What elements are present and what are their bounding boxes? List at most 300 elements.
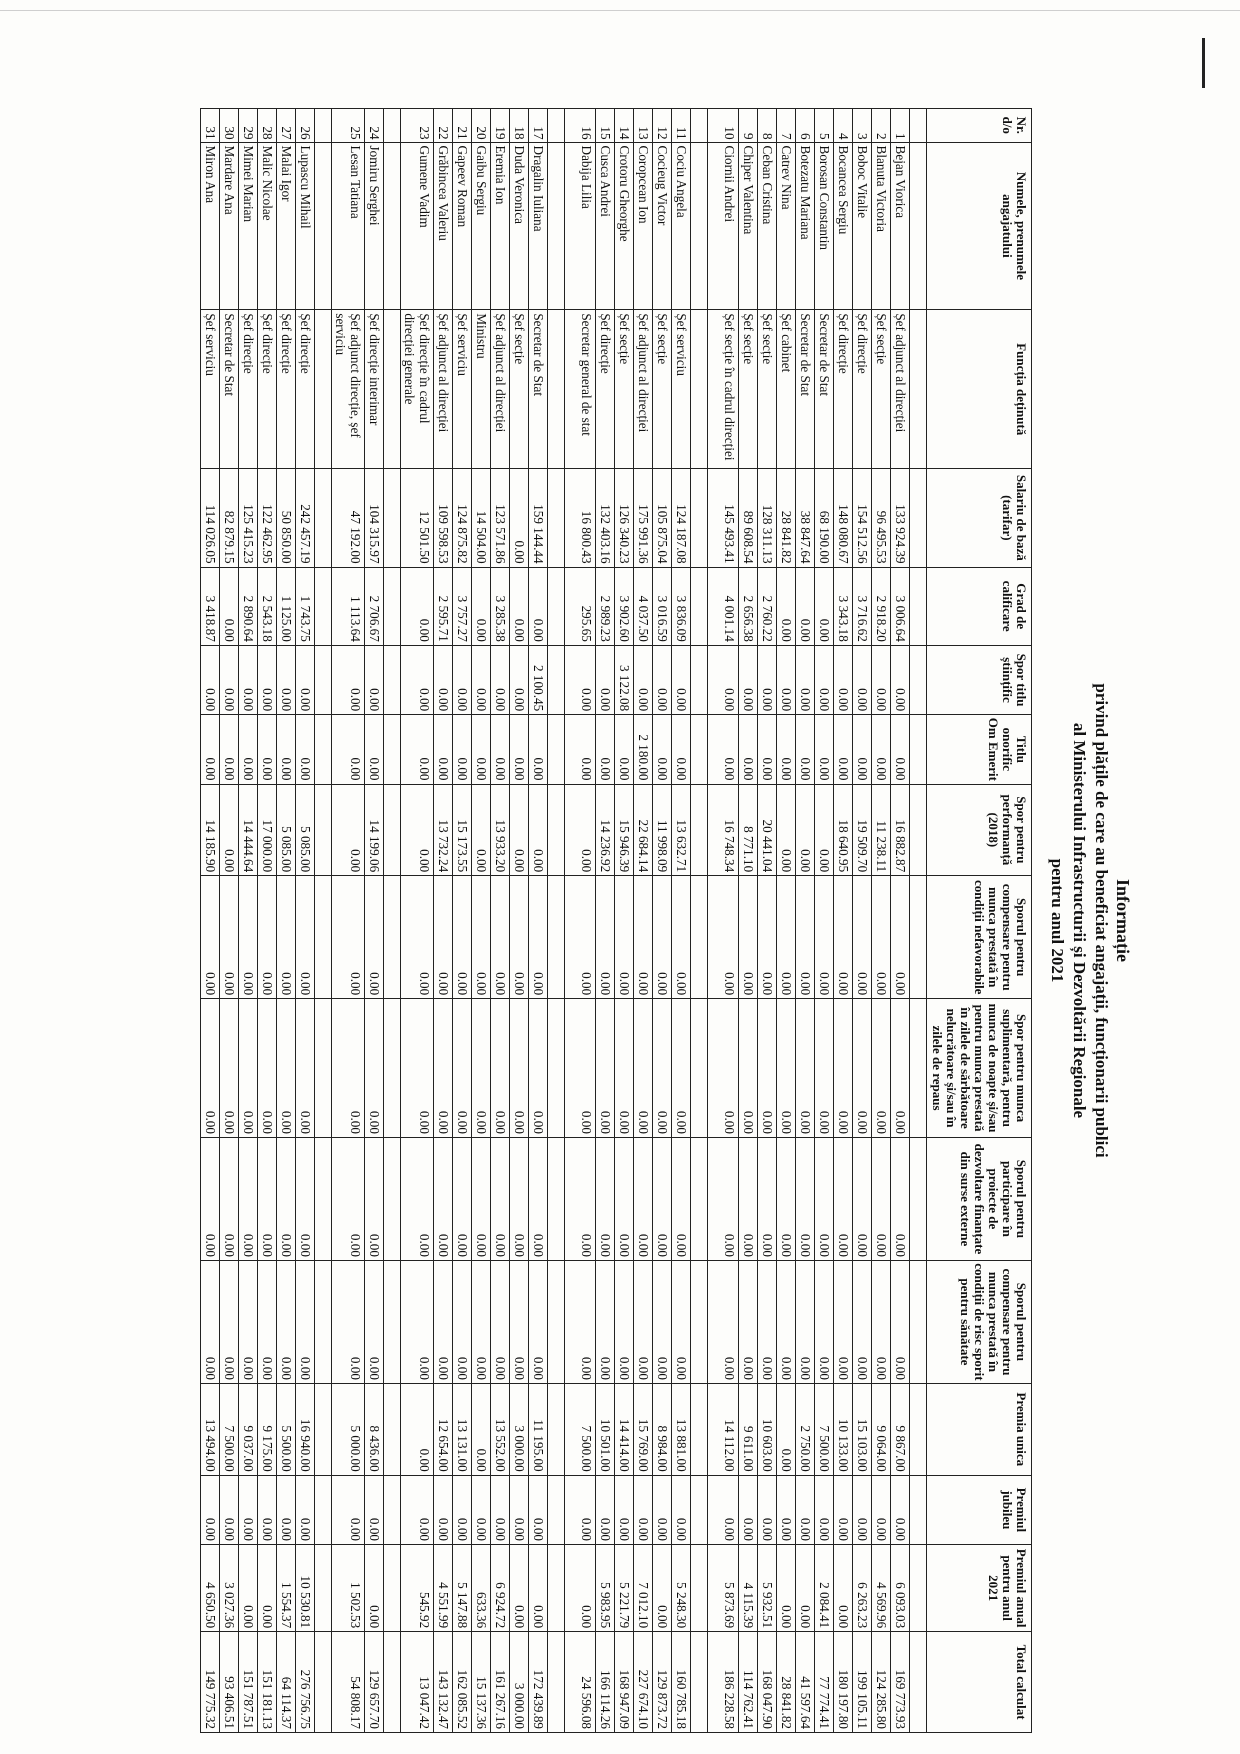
blank-cell [315, 469, 332, 567]
row-number: 1 [891, 109, 910, 143]
annual-bonus: 0.00 [653, 1545, 672, 1632]
column-header: Spor pentru munca suplimentară, pentru munca de noapte și/sau pentru munca prestată în zilele de sărbătoare nelucrătoare și/sau în zilele de repaus [927, 999, 1032, 1138]
unfavorable-conditions-bonus: 0.00 [365, 876, 384, 999]
overtime-bonus: 0.00 [434, 999, 453, 1138]
unfavorable-conditions-bonus: 0.00 [758, 876, 777, 999]
position: Șef direcție [596, 310, 615, 469]
annual-bonus: 0.00 [565, 1545, 596, 1632]
blank-cell [548, 784, 565, 876]
scientific-title-bonus: 0.00 [220, 645, 239, 714]
base-salary: 16 800.43 [565, 469, 596, 567]
performance-bonus: 19 509.70 [853, 784, 872, 876]
overtime-bonus: 0.00 [615, 999, 634, 1138]
position: Ministru [472, 310, 491, 469]
row-number: 23 [401, 109, 434, 143]
total-calculated: 151 181.13 [258, 1632, 277, 1733]
performance-bonus: 0.00 [472, 784, 491, 876]
unfavorable-conditions-bonus: 0.00 [708, 876, 739, 999]
scientific-title-bonus: 0.00 [891, 645, 910, 714]
table-body [201, 109, 910, 1733]
external-projects-bonus: 0.00 [332, 1137, 365, 1260]
honorary-title: 0.00 [872, 715, 891, 784]
row-number: 3 [853, 109, 872, 143]
one-time-bonus: 13 552.00 [491, 1383, 510, 1475]
jubilee-bonus: 0.00 [853, 1475, 872, 1544]
scientific-title-bonus: 3 122.08 [615, 645, 634, 714]
row-number: 22 [434, 109, 453, 143]
honorary-title: 0.00 [815, 715, 834, 784]
one-time-bonus: 12 654.00 [434, 1383, 453, 1475]
position: Secretar de Stat [796, 310, 815, 469]
annual-bonus: 5 248.30 [672, 1545, 691, 1632]
external-projects-bonus: 0.00 [777, 1137, 796, 1260]
blank-cell [910, 1260, 927, 1383]
base-salary: 122 462.95 [258, 469, 277, 567]
jubilee-bonus: 0.00 [296, 1475, 315, 1544]
employee-name: Gapeev Roman [453, 142, 472, 310]
employee-name: Boboc Vitalie [853, 142, 872, 310]
health-risk-bonus: 0.00 [891, 1260, 910, 1383]
overtime-bonus: 0.00 [739, 999, 758, 1138]
blank-cell [548, 1260, 565, 1383]
column-header: Titlu onorific Om Emerit [927, 715, 1032, 784]
table-header-row [927, 109, 1032, 1733]
table-row [239, 109, 258, 1733]
honorary-title: 0.00 [239, 715, 258, 784]
spacer-row [315, 109, 332, 1733]
row-number: 18 [510, 109, 529, 143]
row-number: 17 [529, 109, 548, 143]
performance-bonus: 14 199.06 [365, 784, 384, 876]
scientific-title-bonus: 0.00 [491, 645, 510, 714]
table-row [853, 109, 872, 1733]
external-projects-bonus: 0.00 [815, 1137, 834, 1260]
overtime-bonus: 0.00 [891, 999, 910, 1138]
table-row [453, 109, 472, 1733]
rotated-page [120, 108, 1140, 1733]
blank-cell [910, 567, 927, 645]
table-row [332, 109, 365, 1733]
performance-bonus: 5 085.00 [296, 784, 315, 876]
jubilee-bonus: 0.00 [529, 1475, 548, 1544]
overtime-bonus: 0.00 [596, 999, 615, 1138]
one-time-bonus: 5 500.00 [277, 1383, 296, 1475]
jubilee-bonus: 0.00 [434, 1475, 453, 1544]
annual-bonus: 5 873.69 [708, 1545, 739, 1632]
performance-bonus: 13 632.71 [672, 784, 691, 876]
payments-table [200, 108, 1032, 1733]
scientific-title-bonus: 0.00 [277, 645, 296, 714]
honorary-title: 0.00 [853, 715, 872, 784]
health-risk-bonus: 0.00 [653, 1260, 672, 1383]
honorary-title: 0.00 [453, 715, 472, 784]
overtime-bonus: 0.00 [401, 999, 434, 1138]
one-time-bonus: 11 195.00 [529, 1383, 548, 1475]
table-row [615, 109, 634, 1733]
one-time-bonus: 8 436.00 [365, 1383, 384, 1475]
blank-cell [548, 999, 565, 1138]
blank-cell [384, 1383, 401, 1475]
blank-cell [691, 310, 708, 469]
blank-cell [548, 715, 565, 784]
employee-name: Dabija Lilia [565, 142, 596, 310]
base-salary: 96 495.53 [872, 469, 891, 567]
external-projects-bonus: 0.00 [239, 1137, 258, 1260]
blank-cell [910, 645, 927, 714]
blank-cell [910, 876, 927, 999]
performance-bonus: 11 998.09 [653, 784, 672, 876]
column-header: Premiul jubileu [927, 1475, 1032, 1544]
performance-bonus: 14 236.92 [596, 784, 615, 876]
jubilee-bonus: 0.00 [220, 1475, 239, 1544]
qualification-grade: 295.65 [565, 567, 596, 645]
qualification-grade: 4 037.50 [634, 567, 653, 645]
one-time-bonus: 15 103.00 [853, 1383, 872, 1475]
table-row [872, 109, 891, 1733]
total-calculated: 186 228.58 [708, 1632, 739, 1733]
scientific-title-bonus: 0.00 [739, 645, 758, 714]
annual-bonus: 633.36 [472, 1545, 491, 1632]
honorary-title: 0.00 [796, 715, 815, 784]
position: Șef direcție [258, 310, 277, 469]
blank-cell [691, 469, 708, 567]
jubilee-bonus: 0.00 [491, 1475, 510, 1544]
table-header-blank-row [910, 109, 927, 1733]
external-projects-bonus: 0.00 [565, 1137, 596, 1260]
unfavorable-conditions-bonus: 0.00 [834, 876, 853, 999]
unfavorable-conditions-bonus: 0.00 [653, 876, 672, 999]
external-projects-bonus: 0.00 [491, 1137, 510, 1260]
total-calculated: 54 808.17 [332, 1632, 365, 1733]
overtime-bonus: 0.00 [777, 999, 796, 1138]
qualification-grade: 3 285.38 [491, 567, 510, 645]
external-projects-bonus: 0.00 [672, 1137, 691, 1260]
column-header: Premia unica [927, 1383, 1032, 1475]
blank-cell [548, 1545, 565, 1632]
one-time-bonus: 13 494.00 [201, 1383, 220, 1475]
external-projects-bonus: 0.00 [296, 1137, 315, 1260]
position: Șef direcție interimar [365, 310, 384, 469]
annual-bonus: 2 084.41 [815, 1545, 834, 1632]
employee-name: Chiper Valentina [739, 142, 758, 310]
health-risk-bonus: 0.00 [277, 1260, 296, 1383]
annual-bonus: 1 554.37 [277, 1545, 296, 1632]
base-salary: 109 598.53 [434, 469, 453, 567]
column-header: Salariu de bază (tarifar) [927, 469, 1032, 567]
employee-name: Borosan Constantin [815, 142, 834, 310]
qualification-grade: 3 716.62 [853, 567, 872, 645]
qualification-grade: 0.00 [220, 567, 239, 645]
external-projects-bonus: 0.00 [758, 1137, 777, 1260]
total-calculated: 143 132.47 [434, 1632, 453, 1733]
table-row [434, 109, 453, 1733]
base-salary: 175 991.36 [634, 469, 653, 567]
one-time-bonus: 14 112.00 [708, 1383, 739, 1475]
external-projects-bonus: 0.00 [634, 1137, 653, 1260]
base-salary: 132 403.16 [596, 469, 615, 567]
employee-name: Cociu Angela [672, 142, 691, 310]
overtime-bonus: 0.00 [565, 999, 596, 1138]
table-row [796, 109, 815, 1733]
column-header: Spor pentru performanță (2018) [927, 784, 1032, 876]
jubilee-bonus: 0.00 [634, 1475, 653, 1544]
blank-cell [384, 1632, 401, 1733]
base-salary: 38 847.64 [796, 469, 815, 567]
overtime-bonus: 0.00 [220, 999, 239, 1138]
external-projects-bonus: 0.00 [739, 1137, 758, 1260]
qualification-grade: 0.00 [510, 567, 529, 645]
unfavorable-conditions-bonus: 0.00 [529, 876, 548, 999]
qualification-grade: 3 418.87 [201, 567, 220, 645]
annual-bonus: 0.00 [777, 1545, 796, 1632]
unfavorable-conditions-bonus: 0.00 [739, 876, 758, 999]
blank-cell [910, 310, 927, 469]
total-calculated: 169 773.93 [891, 1632, 910, 1733]
annual-bonus: 0.00 [258, 1545, 277, 1632]
position: Secretar general de stat [565, 310, 596, 469]
row-number: 14 [615, 109, 634, 143]
performance-bonus: 15 946.39 [615, 784, 634, 876]
honorary-title: 0.00 [758, 715, 777, 784]
jubilee-bonus: 0.00 [239, 1475, 258, 1544]
external-projects-bonus: 0.00 [834, 1137, 853, 1260]
base-salary: 154 512.56 [853, 469, 872, 567]
table-row [529, 109, 548, 1733]
annual-bonus: 4 551.99 [434, 1545, 453, 1632]
health-risk-bonus: 0.00 [634, 1260, 653, 1383]
base-salary: 14 504.00 [472, 469, 491, 567]
external-projects-bonus: 0.00 [596, 1137, 615, 1260]
blank-cell [910, 109, 927, 143]
health-risk-bonus: 0.00 [672, 1260, 691, 1383]
total-calculated: 15 137.36 [472, 1632, 491, 1733]
external-projects-bonus: 0.00 [653, 1137, 672, 1260]
jubilee-bonus: 0.00 [758, 1475, 777, 1544]
row-number: 2 [872, 109, 891, 143]
employee-name: Ceban Cristina [758, 142, 777, 310]
table-row [365, 109, 384, 1733]
position: Șef secție [739, 310, 758, 469]
base-salary: 114 026.05 [201, 469, 220, 567]
honorary-title: 0.00 [401, 715, 434, 784]
scientific-title-bonus: 0.00 [332, 645, 365, 714]
honorary-title: 0.00 [708, 715, 739, 784]
honorary-title: 0.00 [529, 715, 548, 784]
total-calculated: 172 439.89 [529, 1632, 548, 1733]
honorary-title: 0.00 [891, 715, 910, 784]
blank-cell [691, 1383, 708, 1475]
table-row [491, 109, 510, 1733]
scientific-title-bonus: 0.00 [758, 645, 777, 714]
total-calculated: 129 873.72 [653, 1632, 672, 1733]
health-risk-bonus: 0.00 [401, 1260, 434, 1383]
table-row [708, 109, 739, 1733]
blank-cell [548, 310, 565, 469]
blank-cell [315, 142, 332, 310]
spacer-row [384, 109, 401, 1733]
overtime-bonus: 0.00 [653, 999, 672, 1138]
unfavorable-conditions-bonus: 0.00 [853, 876, 872, 999]
annual-bonus: 7 012.10 [634, 1545, 653, 1632]
table-row [401, 109, 434, 1733]
performance-bonus: 18 640.95 [834, 784, 853, 876]
employee-name: Dragalin Iuliana [529, 142, 548, 310]
blank-cell [315, 715, 332, 784]
one-time-bonus: 3 000.00 [510, 1383, 529, 1475]
annual-bonus: 0.00 [796, 1545, 815, 1632]
jubilee-bonus: 0.00 [834, 1475, 853, 1544]
spacer-row [548, 109, 565, 1733]
overtime-bonus: 0.00 [296, 999, 315, 1138]
blank-cell [691, 109, 708, 143]
blank-cell [548, 567, 565, 645]
annual-bonus: 5 221.79 [615, 1545, 634, 1632]
one-time-bonus: 7 500.00 [815, 1383, 834, 1475]
scientific-title-bonus: 0.00 [853, 645, 872, 714]
employee-name: Grăbincea Valeriu [434, 142, 453, 310]
blank-cell [691, 1260, 708, 1383]
external-projects-bonus: 0.00 [529, 1137, 548, 1260]
unfavorable-conditions-bonus: 0.00 [615, 876, 634, 999]
jubilee-bonus: 0.00 [258, 1475, 277, 1544]
total-calculated: 160 785.18 [672, 1632, 691, 1733]
honorary-title: 0.00 [258, 715, 277, 784]
position: Șef direcție în cadrul direcției generale [401, 310, 434, 469]
blank-cell [384, 109, 401, 143]
performance-bonus: 11 238.11 [872, 784, 891, 876]
external-projects-bonus: 0.00 [434, 1137, 453, 1260]
blank-cell [691, 876, 708, 999]
position: Șef adjunct direcție, șef serviciu [332, 310, 365, 469]
table-row [565, 109, 596, 1733]
employee-name: Crotoru Gheorghe [615, 142, 634, 310]
table-row [777, 109, 796, 1733]
position: Șef secție [510, 310, 529, 469]
qualification-grade: 1 125.00 [277, 567, 296, 645]
table-row [201, 109, 220, 1733]
qualification-grade: 1 113.64 [332, 567, 365, 645]
table-row [834, 109, 853, 1733]
base-salary: 105 875.04 [653, 469, 672, 567]
one-time-bonus: 0.00 [401, 1383, 434, 1475]
qualification-grade: 3 836.09 [672, 567, 691, 645]
row-number: 26 [296, 109, 315, 143]
overtime-bonus: 0.00 [472, 999, 491, 1138]
scientific-title-bonus: 0.00 [653, 645, 672, 714]
unfavorable-conditions-bonus: 0.00 [277, 876, 296, 999]
total-calculated: 114 762.41 [739, 1632, 758, 1733]
annual-bonus: 0.00 [529, 1545, 548, 1632]
one-time-bonus: 2 750.00 [796, 1383, 815, 1475]
jubilee-bonus: 0.00 [510, 1475, 529, 1544]
total-calculated: 13 047.42 [401, 1632, 434, 1733]
overtime-bonus: 0.00 [201, 999, 220, 1138]
annual-bonus: 4 569.96 [872, 1545, 891, 1632]
position: Șef adjunct al direcției [634, 310, 653, 469]
health-risk-bonus: 0.00 [777, 1260, 796, 1383]
row-number: 31 [201, 109, 220, 143]
one-time-bonus: 7 500.00 [220, 1383, 239, 1475]
unfavorable-conditions-bonus: 0.00 [332, 876, 365, 999]
jubilee-bonus: 0.00 [653, 1475, 672, 1544]
annual-bonus: 5 147.88 [453, 1545, 472, 1632]
employee-name: Eremia Ion [491, 142, 510, 310]
jubilee-bonus: 0.00 [565, 1475, 596, 1544]
column-header: Sporul pentru compensare pentru munca prestată în condiții nefavorabile [927, 876, 1032, 999]
annual-bonus: 0.00 [510, 1545, 529, 1632]
employee-name: Malic Nicolae [258, 142, 277, 310]
blank-cell [384, 715, 401, 784]
honorary-title: 0.00 [615, 715, 634, 784]
health-risk-bonus: 0.00 [239, 1260, 258, 1383]
one-time-bonus: 9 175.00 [258, 1383, 277, 1475]
jubilee-bonus: 0.00 [672, 1475, 691, 1544]
row-number: 13 [634, 109, 653, 143]
table-row [891, 109, 910, 1733]
qualification-grade: 2 918.20 [872, 567, 891, 645]
annual-bonus: 3 027.36 [220, 1545, 239, 1632]
position: Șef secție [653, 310, 672, 469]
position: Șef adjunct al direcției [491, 310, 510, 469]
honorary-title: 0.00 [220, 715, 239, 784]
qualification-grade: 0.00 [472, 567, 491, 645]
overtime-bonus: 0.00 [510, 999, 529, 1138]
overtime-bonus: 0.00 [796, 999, 815, 1138]
unfavorable-conditions-bonus: 0.00 [220, 876, 239, 999]
scientific-title-bonus: 0.00 [296, 645, 315, 714]
position: Șef direcție [853, 310, 872, 469]
scientific-title-bonus: 0.00 [634, 645, 653, 714]
table-row [220, 109, 239, 1733]
unfavorable-conditions-bonus: 0.00 [872, 876, 891, 999]
qualification-grade: 2 989.23 [596, 567, 615, 645]
qualification-grade: 2 595.71 [434, 567, 453, 645]
performance-bonus: 13 732.24 [434, 784, 453, 876]
base-salary: 104 315.97 [365, 469, 384, 567]
base-salary: 125 415.23 [239, 469, 258, 567]
honorary-title: 0.00 [672, 715, 691, 784]
overtime-bonus: 0.00 [529, 999, 548, 1138]
scientific-title-bonus: 0.00 [815, 645, 834, 714]
row-number: 19 [491, 109, 510, 143]
blank-cell [315, 109, 332, 143]
unfavorable-conditions-bonus: 0.00 [296, 876, 315, 999]
performance-bonus: 0.00 [529, 784, 548, 876]
performance-bonus: 0.00 [565, 784, 596, 876]
annual-bonus: 4 115.39 [739, 1545, 758, 1632]
blank-cell [548, 469, 565, 567]
annual-bonus: 10 530.81 [296, 1545, 315, 1632]
scientific-title-bonus: 0.00 [434, 645, 453, 714]
blank-cell [691, 1475, 708, 1544]
row-number: 15 [596, 109, 615, 143]
position: Șef serviciu [201, 310, 220, 469]
blank-cell [384, 1475, 401, 1544]
position: Secretar de Stat [815, 310, 834, 469]
scientific-title-bonus: 0.00 [365, 645, 384, 714]
jubilee-bonus: 0.00 [777, 1475, 796, 1544]
blank-cell [910, 1632, 927, 1733]
row-number: 25 [332, 109, 365, 143]
one-time-bonus: 7 500.00 [565, 1383, 596, 1475]
row-number: 11 [672, 109, 691, 143]
unfavorable-conditions-bonus: 0.00 [796, 876, 815, 999]
position: Șef direcție [277, 310, 296, 469]
unfavorable-conditions-bonus: 0.00 [453, 876, 472, 999]
external-projects-bonus: 0.00 [365, 1137, 384, 1260]
overtime-bonus: 0.00 [634, 999, 653, 1138]
blank-cell [910, 469, 927, 567]
